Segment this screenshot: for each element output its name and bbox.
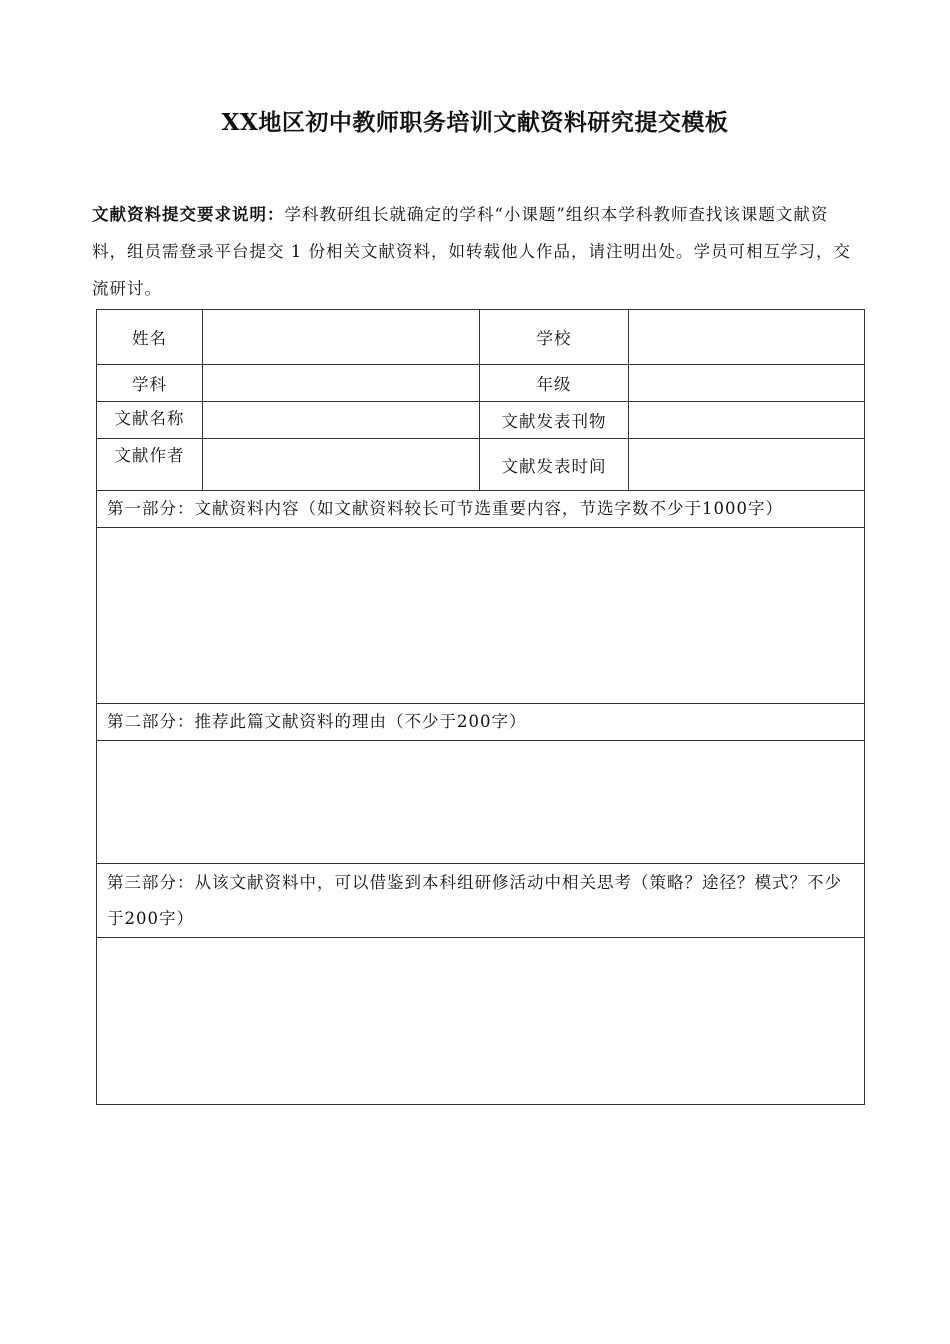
subject-label: 学科 [97,365,203,402]
doc-title-field[interactable] [203,402,480,439]
section-3-content-area[interactable] [97,938,865,1105]
section-3-content-row [97,938,865,1105]
doc-date-label: 文献发表时间 [480,439,629,491]
section-1-heading: 第一部分：文献资料内容（如文献资料较长可节选重要内容，节选字数不少于1000字） [97,491,865,528]
instructions-paragraph [92,196,860,307]
form-row-subject-grade [97,365,865,402]
instructions-body: 学科教研组长就确定的学科“小课题”组织本学科教师查找该课题文献资料，组员需登录平台提交 1 份相关文献资料，如转载他人作品，请注明出处。学员可相互学习，交流研讨。 [92,205,851,298]
doc-author-field[interactable] [203,439,480,491]
instructions-lead: 文献资料提交要求说明： [92,205,285,224]
form-row-doc-title-journal [97,402,865,439]
section-2-content-area[interactable] [97,741,865,864]
section-2-content-row [97,741,865,864]
doc-date-field[interactable] [629,439,865,491]
name-label: 姓名 [97,310,203,365]
section-3-heading: 第三部分：从该文献资料中，可以借鉴到本科组研修活动中相关思考（策略？途径？模式？不少于200字） [97,864,865,938]
submission-form-table [96,309,865,1105]
doc-author-label: 文献作者 [97,439,203,491]
grade-label: 年级 [480,365,629,402]
section-3-heading-row [97,864,865,938]
document-title: XX地区初中教师职务培训文献资料研究提交模板 [221,109,729,136]
school-field[interactable] [629,310,865,365]
section-2-heading: 第二部分：推荐此篇文献资料的理由（不少于200字） [97,704,865,741]
school-label: 学校 [480,310,629,365]
form-row-name-school [97,310,865,365]
section-2-heading-row [97,704,865,741]
section-1-heading-row [97,491,865,528]
name-field[interactable] [203,310,480,365]
form-row-doc-author-date [97,439,865,491]
section-1-content-row [97,528,865,704]
doc-journal-field[interactable] [629,402,865,439]
doc-journal-label: 文献发表刊物 [480,402,629,439]
grade-field[interactable] [629,365,865,402]
subject-field[interactable] [203,365,480,402]
doc-title-label: 文献名称 [97,402,203,439]
section-1-content-area[interactable] [97,528,865,704]
